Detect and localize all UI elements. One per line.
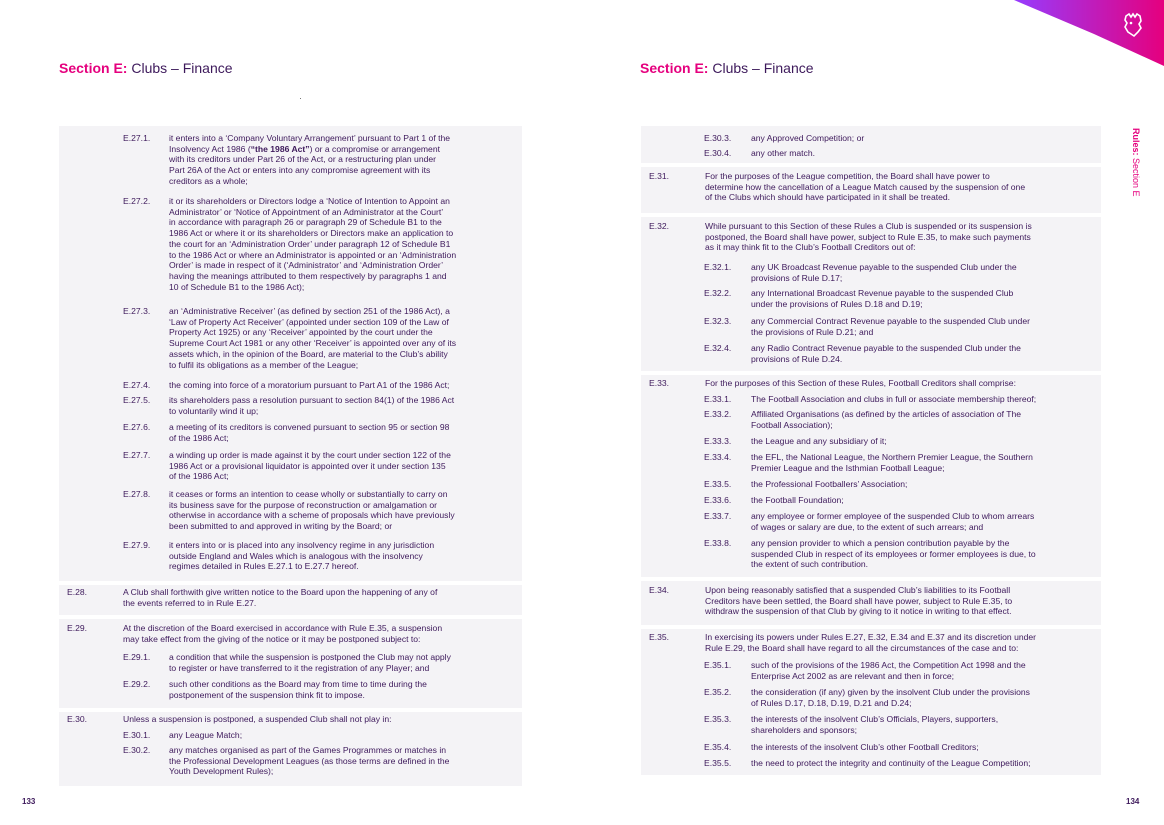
rule-text-e304: any other match. [751, 148, 816, 158]
rule-text-e355: the need to protect the integrity and continuity of the League Competition; [751, 758, 1031, 768]
rule-number: E.33.8. [704, 538, 732, 548]
rule-number: E.27.4. [123, 380, 151, 390]
rule-number: E.30.4. [704, 148, 732, 158]
rule-number: E.35. [649, 632, 670, 642]
rules-panel-left [59, 126, 522, 786]
rule-text-e30: Unless a suspension is postponed, a suspended Club shall not play in: [123, 714, 392, 724]
stray-mark [300, 98, 301, 99]
rule-text-e275: its shareholders pass a resolution pursuant to section 84(1) of the 1986 Act to voluntarily wind it up; [169, 395, 455, 416]
rule-number: E.27.6. [123, 422, 151, 432]
section-divider [59, 708, 522, 712]
rule-number: E.29.2. [123, 679, 151, 689]
rule-text-e335: the Professional Footballers’ Association; [751, 479, 908, 489]
rule-text-e28: A Club shall forthwith give written notice to the Board upon the happening of any of the events referred to in Rule E.27. [123, 587, 438, 608]
rule-text-e333: the League and any subsidiary of it; [751, 436, 887, 446]
rule-number: E.31. [649, 171, 670, 181]
rule-number: E.30.3. [704, 133, 732, 143]
section-divider [641, 213, 1101, 217]
rule-text-e291: a condition that while the suspension is postponed the Club may not apply to register or have transferred to it the registration of any Player; and [169, 652, 451, 673]
rule-text-e338: any pension provider to which a pension contribution payable by the suspended Club in respect of its employees or former employees is due, to the extent of such contribution. [751, 538, 1036, 570]
section-divider [641, 625, 1101, 629]
rule-text-e354: the interests of the insolvent Club’s other Football Creditors; [751, 742, 979, 752]
rule-text-e274: the coming into force of a moratorium pursuant to Part A1 of the 1986 Act; [169, 380, 450, 390]
rule-text-e301: any League Match; [169, 730, 243, 740]
rule-number: E.29.1. [123, 652, 151, 662]
rule-number: E.35.5. [704, 758, 732, 768]
rule-number: E.33.4. [704, 452, 732, 462]
rule-number: E.33.2. [704, 409, 732, 419]
rule-number: E.27.3. [123, 306, 151, 316]
rules-panel-right [641, 126, 1101, 775]
rule-number: E.32.3. [704, 316, 732, 326]
rule-text-e278: it ceases or forms an intention to cease wholly or substantially to carry on its business save for the purpose of reconstruction or amalgamation or otherwise in accordance with a scheme of proposals which have previously been submitted to and approved in writing by the Board; or [169, 489, 455, 532]
rule-number: E.30.2. [123, 745, 151, 755]
rule-number: E.28. [67, 587, 88, 597]
section-title-left: Section E: Clubs – Finance [59, 60, 233, 76]
rule-text-e272: it or its shareholders or Directors lodge a ‘Notice of Intention to Appoint an Administrator’ or ‘Notice of Appointment of an Administrator at the Court’ in accordance with paragraph 26 or paragraph 29 of Schedule B1 to the 1986 Act or where it or its shareholders or Directors make an application to the court for an ‘Administration Order’ under paragraph 12 of Schedule B1 to the 1986 Act or where an Administrator is appointed or an ‘Administration Order’ is made in respect of it (‘Administrator’ and ‘Administration Order’ having the meanings attributed to them respectively by paragraphs 1 and 10 of Schedule B1 to the 1986 Act); [169, 196, 457, 292]
rule-text-e353: the interests of the insolvent Club’s Officials, Players, supporters, shareholders and sponsors; [751, 714, 999, 735]
rule-number: E.32.2. [704, 288, 732, 298]
rule-number: E.35.4. [704, 742, 732, 752]
rule-text-e276: a meeting of its creditors is convened pursuant to section 95 or section 98 of the 1986 Act; [169, 422, 450, 443]
rule-number: E.27.5. [123, 395, 151, 405]
rule-text-e35: In exercising its powers under Rules E.27, E.32, E.34 and E.37 and its discretion under Rule E.29, the Board shall have regard to all the circumstances of the case and to: [705, 632, 1037, 653]
rule-number: E.27.1. [123, 133, 151, 143]
rule-text-e303: any Approved Competition; or [751, 133, 865, 143]
rule-text-e336: the Football Foundation; [751, 495, 844, 505]
rule-text-e324: any Radio Contract Revenue payable to the suspended Club under the provisions of Rule D.24. [751, 343, 1021, 364]
rule-number: E.29. [67, 623, 88, 633]
rule-text-e331: The Football Association and clubs in full or associate membership thereof; [751, 394, 1037, 404]
rule-text-e32: While pursuant to this Section of these Rules a Club is suspended or its suspension is postponed, the Board shall have power, subject to Rule E.35, to make such payments as it may think fit to the Club’s Football Creditors out of: [705, 221, 1032, 253]
rule-text-e352: the consideration (if any) given by the insolvent Club under the provisions of Rules D.17, D.18, D.19, D.21 and D.24; [751, 687, 1030, 708]
rule-number: E.33. [649, 378, 670, 388]
rule-text-e271: it enters into a ‘Company Voluntary Arrangement’ pursuant to Part 1 of the Insolvency Act 1986 (“the 1986 Act”) or a compromise or arrangement with its creditors under Part 26 of the Act, or a restructuring plan under Part 26A of the Act or enters into any compromise agreement with its creditors as a whole; [169, 133, 451, 186]
rule-text-e279: it enters into or is placed into any insolvency regime in any jurisdiction outside England and Wales which is analogous with the insolvency regimes detailed in Rules E.27.1 to E.27.7 hereof. [169, 540, 435, 572]
rule-number: E.33.7. [704, 511, 732, 521]
page-number-right: 134 [1126, 797, 1140, 806]
rule-text-e33: For the purposes of this Section of these Rules, Football Creditors shall comprise: [705, 378, 1016, 388]
rule-number: E.35.1. [704, 660, 732, 670]
rule-number: E.27.7. [123, 450, 151, 460]
section-divider [59, 581, 522, 585]
rule-text-e337: any employee or former employee of the suspended Club to whom arrears of wages or salary are due, to the extent of such arrears; and [751, 511, 1035, 532]
page-number-left: 133 [22, 797, 36, 806]
premier-league-lion-icon [1120, 12, 1146, 38]
rule-number: E.33.1. [704, 394, 732, 404]
rule-number: E.32. [649, 221, 670, 231]
rule-text-e34: Upon being reasonably satisfied that a suspended Club’s liabilities to its Football Creditors have been settled, the Board shall have power, subject to Rule E.35, to withdraw the suspension of that Club by giving to it notice in writing to that effect. [705, 585, 1013, 617]
rule-number: E.33.3. [704, 436, 732, 446]
rule-text-e332: Affiliated Organisations (as defined by the articles of association of The Football Association); [751, 409, 1022, 430]
rule-number: E.32.4. [704, 343, 732, 353]
rule-text-e334: the EFL, the National League, the Northern Premier League, the Southern Premier League and the Isthmian Football League; [751, 452, 1033, 473]
rule-number: E.32.1. [704, 262, 732, 272]
section-title-right: Section E: Clubs – Finance [640, 60, 814, 76]
section-divider [641, 371, 1101, 375]
section-divider [641, 163, 1101, 167]
rule-text-e31: For the purposes of the League competition, the Board shall have power to determine how the cancellation of a League Match caused by the suspension of one of the Clubs which should have participated in it shall be treated. [705, 171, 1026, 203]
rule-number: E.33.5. [704, 479, 732, 489]
rule-number: E.27.8. [123, 489, 151, 499]
rule-number: E.35.2. [704, 687, 732, 697]
rule-number: E.35.3. [704, 714, 732, 724]
rule-text-e302: any matches organised as part of the Games Programmes or matches in the Professional Development Leagues (as those terms are defined in the Youth Development Rules); [169, 745, 450, 777]
rule-text-e323: any Commercial Contract Revenue payable to the suspended Club under the provisions of Rule D.21; and [751, 316, 1030, 337]
rule-number: E.33.6. [704, 495, 732, 505]
rule-text-e273: an ‘Administrative Receiver’ (as defined by section 251 of the 1986 Act), a ‘Law of Property Act Receiver’ (appointed under section 109 of the Law of Property Act 1925) or any ‘Receiver’ appointed by the court under the Supreme Court Act 1981 or any other ‘Receiver’ is appointed over any of its assets which, in the opinion of the Board, are material to the Club’s ability to fulfil its obligations as a member of the League; [169, 306, 457, 370]
rule-number: E.30. [67, 714, 88, 724]
rule-number: E.34. [649, 585, 670, 595]
rule-number: E.30.1. [123, 730, 151, 740]
section-divider [641, 577, 1101, 581]
rule-text-e277: a winding up order is made against it by the court under section 122 of the 1986 Act or a provisional liquidator is appointed over it under section 135 of the 1986 Act; [169, 450, 451, 482]
side-tab-rules: Rules: Section E [1131, 128, 1141, 197]
rule-text-e351: such of the provisions of the 1986 Act, the Competition Act 1998 and the Enterprise Act 2002 as are relevant and then in force; [751, 660, 1026, 681]
rule-number: E.27.2. [123, 196, 151, 206]
rule-text-e322: any International Broadcast Revenue payable to the suspended Club under the provisions of Rules D.18 and D.19; [751, 288, 1014, 309]
rule-number: E.27.9. [123, 540, 151, 550]
rule-text-e292: such other conditions as the Board may from time to time during the postponement of the suspension think fit to impose. [169, 679, 427, 700]
section-divider [59, 615, 522, 619]
rule-text-e29: At the discretion of the Board exercised in accordance with Rule E.35, a suspension may take effect from the giving of the notice or it may be postponed subject to: [123, 623, 443, 644]
rule-text-e321: any UK Broadcast Revenue payable to the suspended Club under the provisions of Rule D.17; [751, 262, 1017, 283]
